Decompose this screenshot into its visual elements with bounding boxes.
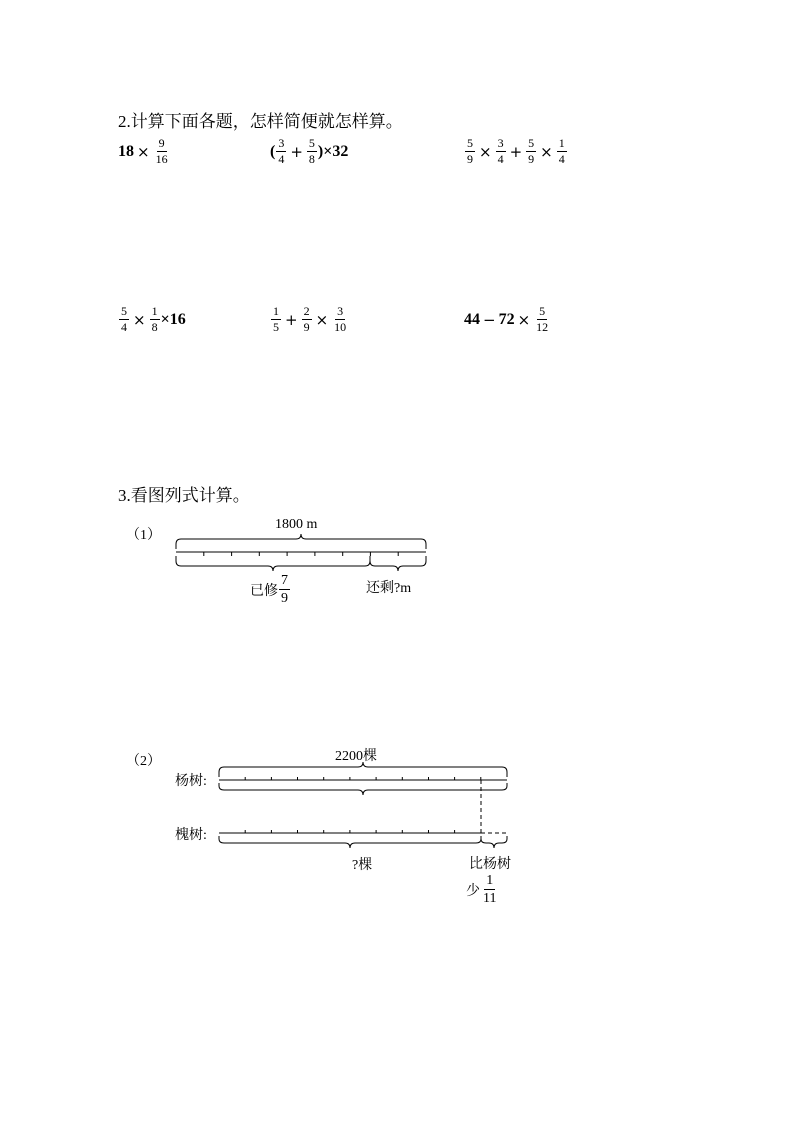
fraction: $\frac{5}{9}$ — [528, 136, 535, 166]
q1-remain-label: 还剩?m — [366, 581, 412, 596]
fraction: $\frac{1}{8}$ — [151, 304, 158, 334]
fraction: $\frac{1}{5}$ — [273, 304, 279, 334]
fraction: $\frac{3}{10}$ — [334, 304, 347, 334]
operator: × — [315, 310, 329, 329]
section2-heading: 2.计算下面各题，怎样简便就怎样算。 — [118, 112, 403, 131]
fraction: $\frac{9}{16}$ — [155, 136, 168, 166]
q2-row1-under-brace — [219, 783, 507, 795]
operator: + — [509, 142, 523, 161]
tail: ×16 — [160, 310, 186, 328]
operator: − — [483, 310, 496, 329]
fraction: $\frac{5}{8}$ — [308, 136, 315, 166]
q1-total: 1800 m — [275, 517, 318, 532]
fraction: $\frac{5}{9}$ — [467, 136, 473, 166]
operator: × — [479, 142, 492, 161]
q2-row1-label: 杨树: — [175, 774, 207, 789]
operator: + — [290, 142, 303, 161]
number: 44 — [464, 310, 480, 328]
paren-close-tail: )×32 — [317, 142, 349, 160]
q2-total: 2200棵 — [335, 749, 377, 764]
q2-answer-label: ?棵 — [352, 858, 373, 873]
q1-label: （1） — [126, 528, 161, 543]
fraction: $\frac{1}{4}$ — [558, 136, 565, 166]
fraction: $\frac{5}{12}$ — [536, 304, 549, 334]
q2-top-brace — [219, 762, 507, 777]
number: 18 — [118, 142, 134, 160]
fraction: $\frac{2}{9}$ — [303, 304, 310, 334]
fraction: $\frac{5}{4}$ — [121, 304, 127, 334]
operator: + — [285, 310, 298, 329]
section3-heading: 3.看图列式计算。 — [118, 486, 250, 505]
fraction: $\frac{3}{4}$ — [497, 136, 504, 166]
q1-done-label: 已修 $\frac{7}{9}$ — [250, 573, 288, 606]
q2-row2-label: 槐树: — [175, 828, 207, 843]
number: 72 — [498, 310, 515, 328]
operator: × — [540, 142, 553, 161]
paren-open: ( — [270, 142, 276, 160]
q2-label: （2） — [126, 754, 161, 769]
fraction: $\frac{3}{4}$ — [278, 136, 285, 166]
operator: × — [137, 142, 150, 161]
operator: × — [517, 310, 531, 329]
q2-answer-brace — [219, 836, 481, 848]
q2-diff-brace — [481, 836, 507, 848]
q2-diff-label: 比杨树 — [469, 857, 511, 872]
operator: × — [133, 310, 146, 329]
q2-diff-fraction: 少 $\frac{1}{11}$ — [466, 873, 497, 906]
